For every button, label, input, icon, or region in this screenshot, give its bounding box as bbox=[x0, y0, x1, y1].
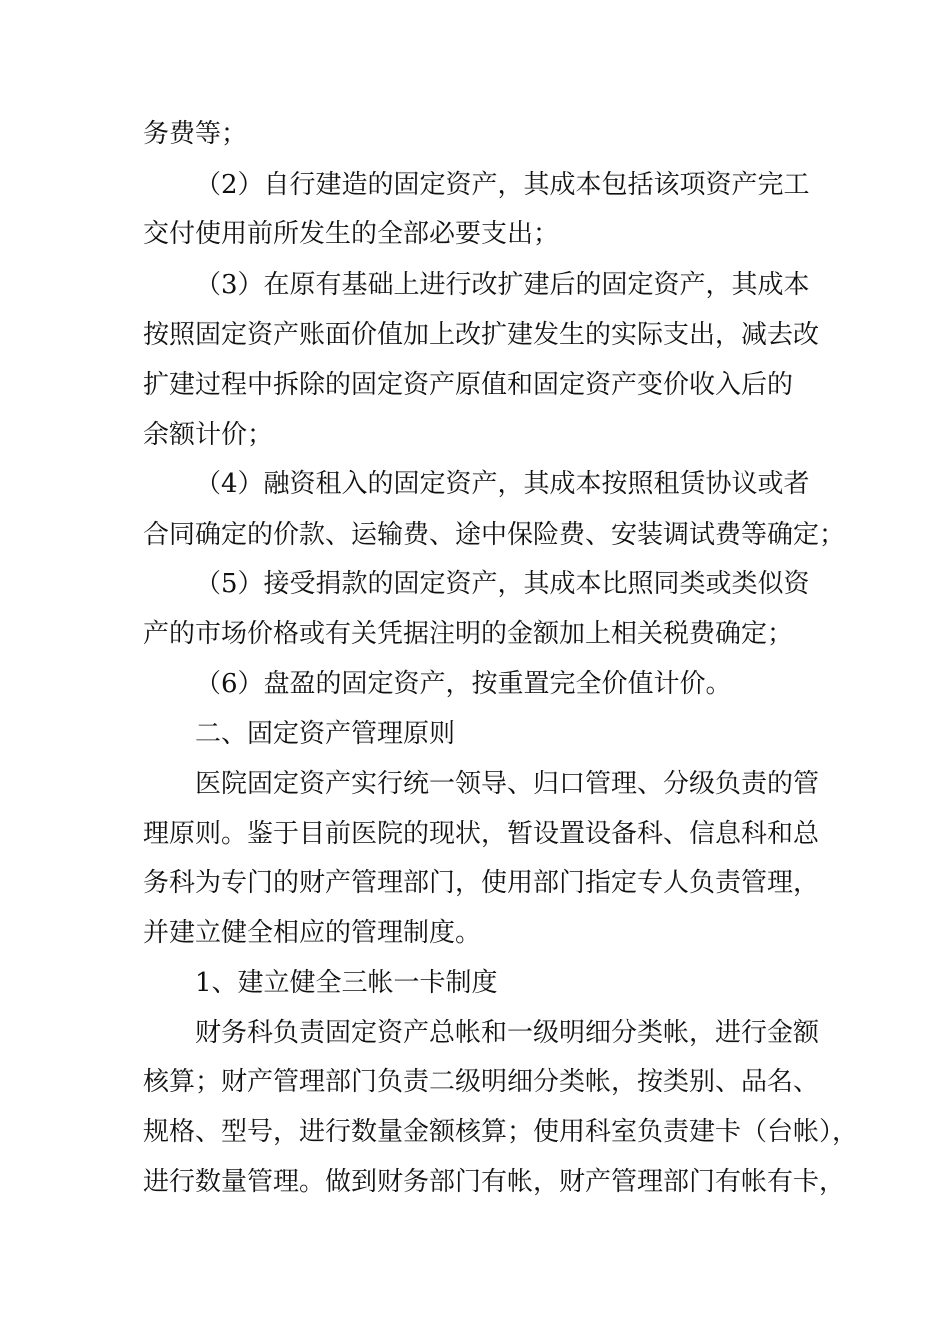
text-line: （2）自行建造的固定资产，其成本包括该项资产完工 bbox=[195, 170, 810, 200]
text-line: （6）盘盈的固定资产，按重置完全价值计价。 bbox=[195, 669, 732, 699]
text-line: 并建立健全相应的管理制度。 bbox=[143, 918, 482, 948]
text-line: （3）在原有基础上进行改扩建后的固定资产，其成本 bbox=[195, 270, 810, 300]
text-line: （5）接受捐款的固定资产，其成本比照同类或类似资 bbox=[195, 569, 810, 599]
text-line: 扩建过程中拆除的固定资产原值和固定资产变价收入后的 bbox=[143, 370, 794, 400]
text-line: 医院固定资产实行统一领导、归口管理、分级负责的管 bbox=[195, 769, 820, 799]
text-line: 理原则。鉴于目前医院的现状，暂设置设备科、信息科和总 bbox=[143, 819, 820, 849]
text-line: 余额计价； bbox=[143, 420, 274, 450]
text-line: 规格、型号，进行数量金额核算；使用科室负责建卡（台帐）， bbox=[143, 1117, 859, 1147]
text-line: 按照固定资产账面价值加上改扩建发生的实际支出，减去改 bbox=[143, 320, 820, 350]
text-line: 财务科负责固定资产总帐和一级明细分类帐，进行金额 bbox=[195, 1018, 820, 1048]
text-line: 核算；财产管理部门负责二级明细分类帐，按类别、品名、 bbox=[143, 1067, 820, 1097]
text-line: 合同确定的价款、运输费、途中保险费、安装调试费等确定； bbox=[143, 520, 846, 550]
text-line: 务费等； bbox=[143, 119, 248, 149]
text-line: 交付使用前所发生的全部必要支出； bbox=[143, 219, 560, 249]
text-line: （4）融资租入的固定资产，其成本按照租赁协议或者 bbox=[195, 469, 810, 499]
text-line: 务科为专门的财产管理部门，使用部门指定专人负责管理， bbox=[143, 868, 820, 898]
subsection-heading: 1、建立健全三帐一卡制度 bbox=[195, 968, 498, 998]
text-line: 产的市场价格或有关凭据注明的金额加上相关税费确定； bbox=[143, 619, 794, 649]
section-heading: 二、固定资产管理原则 bbox=[195, 719, 456, 749]
text-line: 进行数量管理。做到财务部门有帐，财产管理部门有帐有卡， bbox=[143, 1167, 846, 1197]
